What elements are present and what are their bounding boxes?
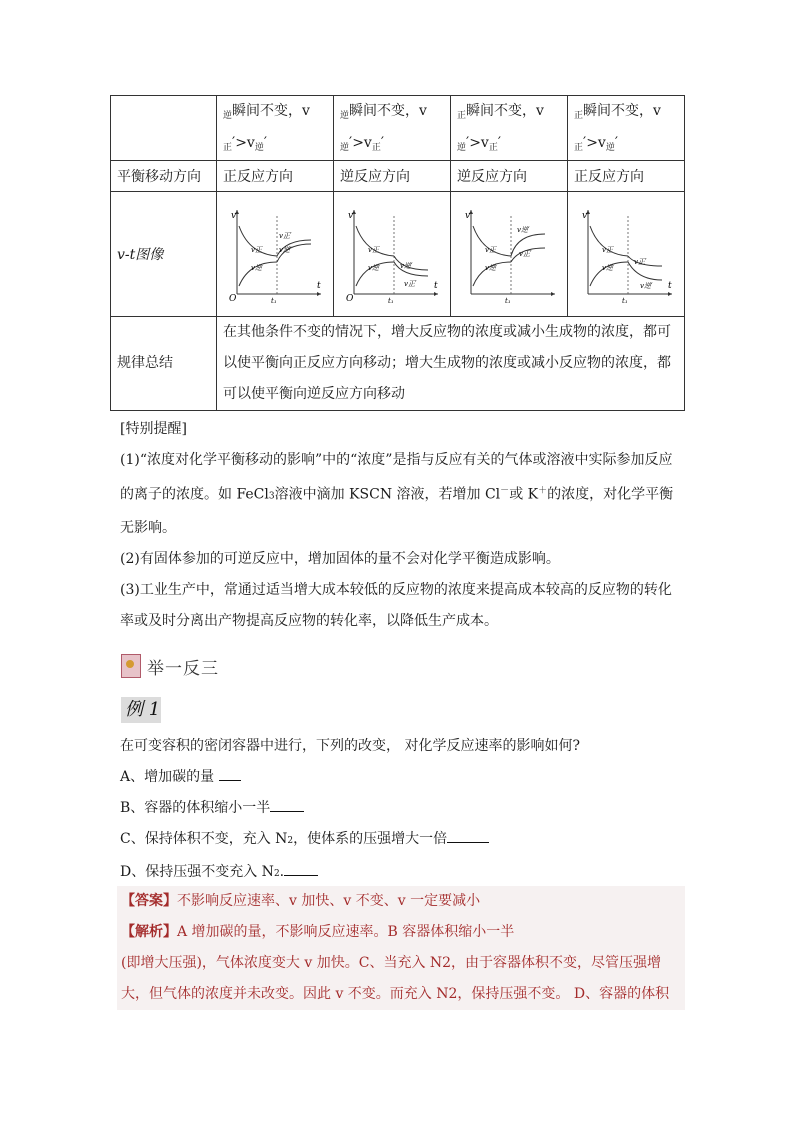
graph-cell-1 — [217, 192, 334, 317]
t1-label: t₁ — [622, 297, 628, 304]
direction-cell: 正反应方向 — [217, 161, 334, 192]
curve-label: v逆′ — [640, 282, 653, 290]
reminder-title: [特别提醒] — [120, 421, 187, 437]
condition-row — [111, 96, 685, 161]
section-title: 举一反三 — [147, 658, 219, 679]
book-icon — [121, 654, 141, 678]
axis-x-label: t — [317, 281, 321, 291]
graph-cell-2 — [334, 192, 451, 317]
axis-x-label: t — [668, 281, 672, 291]
equilibrium-table — [110, 95, 685, 411]
curve-label: v逆 — [251, 264, 262, 272]
reminder-paragraph-1: (1)“浓度对化学平衡移动的影响”中的“浓度”是指与反应有关的气体或溶液中实际参加反应的离子的浓度。如 FeCl3溶液中滴加 KSCN 溶液，若增加 Cl－或 K＋的浓度，对化学平衡无影响。 — [120, 452, 674, 536]
t1-label: t₁ — [388, 297, 394, 304]
curve-label: v逆′ — [517, 226, 530, 234]
answer-blank[interactable] — [270, 797, 304, 812]
origin-label: O — [229, 294, 237, 304]
reminder-paragraph-2: (2)有固体参加的可逆反应中，增加固体的量不会对化学平衡造成影响。 — [120, 550, 560, 567]
direction-row — [111, 161, 685, 192]
analysis-line: 【解析】A 增加碳的量，不影响反应速率。B 容器体积缩小一半 — [121, 924, 515, 940]
curve-label: v正 — [251, 246, 262, 254]
graph-label: v-t图像 — [111, 192, 217, 317]
condition-cell-2: $_逆$瞬间不变，v $_逆'>v_正'$ — [334, 96, 451, 161]
answer-blank[interactable] — [284, 861, 318, 876]
condition-cell-1: $_逆$瞬间不变，v $_正'>v_逆'$ — [217, 96, 334, 161]
vt-graph-1 — [223, 204, 327, 304]
axis-y-label: v — [348, 211, 354, 221]
question-text: 在可变容积的密闭容器中进行，下列的改变， 对化学反应速率的影响如何? — [120, 738, 580, 754]
graph-cell-3 — [451, 192, 568, 317]
condition-cell-3: $_正$瞬间不变，v $_逆'>v_正'$ — [451, 96, 568, 161]
curve-label: v正 — [485, 246, 496, 254]
direction-cell: 逆反应方向 — [451, 161, 568, 192]
example-question — [120, 731, 680, 890]
curve-label: v正 — [602, 246, 613, 254]
curve-label: v正′ — [634, 258, 647, 266]
direction-cell: 正反应方向 — [568, 161, 685, 192]
axis-y-label: v — [582, 211, 588, 221]
direction-cell: 逆反应方向 — [334, 161, 451, 192]
curve-label: v逆 — [368, 264, 379, 272]
answer-box — [117, 886, 685, 1010]
vt-graph-2 — [340, 204, 444, 304]
summary-text: 在其他条件不变的情况下，增大反应物的浓度或减小生成物的浓度，都可以使平衡向正反应方向移动；增大生成物的浓度或减小反应物的浓度，都可以使平衡向逆反应方向移动 — [217, 317, 685, 411]
axis-y-label: v — [465, 211, 471, 221]
curve-label: v正 — [368, 246, 379, 254]
special-reminder — [120, 414, 680, 637]
empty-cell — [111, 96, 217, 161]
curve-label: v正′ — [519, 250, 532, 258]
option-a: A、增加碳的量 — [120, 762, 680, 793]
option-b: B、容器的体积缩小一半 — [120, 793, 680, 824]
curve-label: v逆′ — [400, 262, 413, 270]
t1-label: t₁ — [271, 297, 277, 304]
origin-label: O — [346, 294, 354, 304]
curve-label: v逆 — [602, 264, 613, 272]
summary-row — [111, 317, 685, 411]
t1-label: t₁ — [505, 297, 511, 304]
example-label: 例 1 — [121, 697, 161, 723]
option-c: C、保持体积不变，充入 N2，使体系的压强增大一倍 — [120, 824, 680, 857]
vt-graph-4 — [574, 204, 678, 304]
curve-label: v逆′ — [279, 246, 292, 254]
vt-graph-3 — [457, 204, 561, 304]
answer-blank[interactable] — [447, 828, 489, 843]
summary-label: 规律总结 — [111, 317, 217, 411]
axis-x-label: t — [434, 281, 438, 291]
analysis-text: (即增大压强)，气体浓度变大 v 加快。C、当充入 N2，由于容器体积不变，尽管压强增大，但气体的浓度并未改变。因此 v 不变。而充入 N2，保持压强不变。 D、容器的体积 — [121, 955, 670, 1002]
answer-line: 【答案】不影响反应速率、v 加快、v 不变、v 一定要减小 — [121, 893, 481, 909]
option-d: D、保持压强不变充入 N2. — [120, 857, 680, 890]
graph-cell-4 — [568, 192, 685, 317]
condition-cell-4: $_正$瞬间不变，v $_正'>v_逆'$ — [568, 96, 685, 161]
curve-label: v正′ — [279, 232, 292, 240]
graph-row — [111, 192, 685, 317]
axis-y-label: v — [231, 211, 237, 221]
direction-label: 平衡移动方向 — [111, 161, 217, 192]
curve-label: v正′ — [404, 280, 417, 288]
curve-label: v逆 — [485, 264, 496, 272]
answer-blank[interactable] — [219, 766, 241, 781]
section-header — [121, 653, 219, 679]
reminder-paragraph-3: (3)工业生产中，常通过适当增大成本较低的反应物的浓度来提高成本较高的反应物的转化率或及时分离出产物提高反应物的转化率，以降低生产成本。 — [120, 581, 672, 629]
